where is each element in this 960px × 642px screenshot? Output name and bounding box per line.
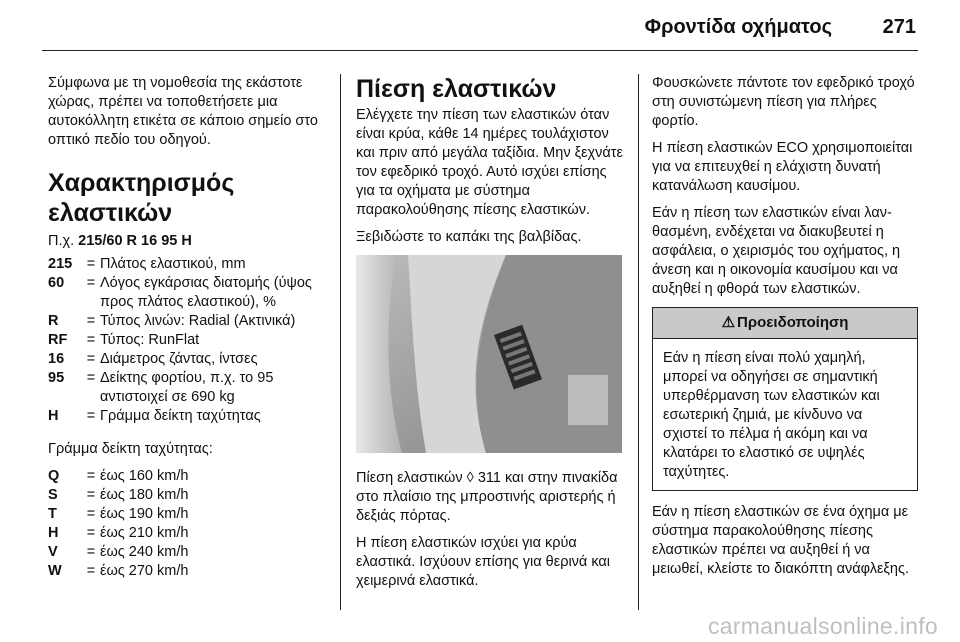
- speed-index-intro: Γράμμα δείκτη ταχύτητας:: [48, 441, 213, 457]
- speed-key: H: [48, 525, 59, 541]
- equals-sign: =: [86, 468, 96, 484]
- table-row: [48, 543, 330, 562]
- warning-box: [652, 307, 918, 491]
- warning-icon: ⚠: [721, 314, 736, 331]
- tyre-designation-heading: Χαρακτηρισμός ελαστικών: [48, 169, 235, 227]
- speed-value: έως 270 km/h: [100, 563, 189, 579]
- table-row: [48, 274, 330, 312]
- table-row: [48, 312, 330, 331]
- def-key: R: [48, 313, 59, 329]
- def-value: Πλάτος ελαστικού, mm: [100, 256, 246, 272]
- table-row: [48, 486, 330, 505]
- def-key: 16: [48, 351, 65, 367]
- table-row: [48, 350, 330, 369]
- pressure-paragraph: Ελέγχετε την πίεση των ελαστικών όταν είναι κρύα, κάθε 14 ημέρες τουλάχιστον και πριν από μεγάλα ταξίδια. Μην ξεχνάτε τον εφεδρικό τροχό. Αυτό ισχύει επίσης για τα οχήματα με σύστημα παρακολούθησης πίεσης ελαστικών.: [356, 107, 623, 218]
- warning-title: Προειδοποίηση: [737, 314, 849, 331]
- speed-value: έως 210 km/h: [100, 525, 189, 541]
- page-header: [0, 0, 960, 52]
- example-prefix: Π.χ.: [48, 233, 79, 249]
- column-middle: [356, 74, 624, 599]
- equals-sign: =: [86, 487, 96, 503]
- speed-key: T: [48, 506, 57, 522]
- column-divider: [638, 74, 639, 610]
- speed-value: έως 190 km/h: [100, 506, 189, 522]
- def-key: H: [48, 408, 59, 424]
- table-row: [48, 255, 330, 274]
- watermark: carmanualsonline.info: [707, 613, 938, 639]
- equals-sign: =: [86, 525, 96, 541]
- speed-key: S: [48, 487, 58, 503]
- door-frame-illustration: [356, 255, 622, 453]
- speed-value: έως 160 km/h: [100, 468, 189, 484]
- column-left: [48, 74, 330, 589]
- equals-sign: =: [86, 256, 96, 272]
- warning-text: Εάν η πίεση είναι πολύ χαμηλή, μπορεί να οδηγήσει σε σημαντική υπερθέρμανση των ελαστικών και εσωτερική ζημιά, με κίνδυνο να σχιστεί το πέλμα ή ακόμη και να κλατάρει το ελαστικό σε υψηλές ταχύτητες.: [663, 350, 880, 480]
- table-row: [48, 562, 330, 581]
- equals-sign: =: [86, 506, 96, 522]
- designation-table: [48, 255, 330, 426]
- equals-sign: =: [86, 313, 96, 329]
- equals-sign: =: [86, 544, 96, 560]
- warning-header: [653, 308, 917, 339]
- tyre-example: [48, 232, 330, 251]
- eco-pressure-paragraph: Η πίεση ελαστικών ECO χρησιμοποιείται για να επιτευχθεί η ελάχιστη δυνατή κατανάλωση καυσίμου.: [652, 140, 913, 194]
- table-row: [48, 407, 330, 426]
- def-value: Γράμμα δείκτη ταχύτητας: [100, 408, 261, 424]
- speed-value: έως 240 km/h: [100, 544, 189, 560]
- equals-sign: =: [86, 370, 96, 386]
- def-key: 95: [48, 370, 65, 386]
- table-row: [48, 505, 330, 524]
- tyre-pressure-heading: Πίεση ελαστικών: [356, 75, 557, 103]
- equals-sign: =: [86, 408, 96, 424]
- def-value: Λόγος εγκάρσιας διατομής (ύψος προς πλάτος ελαστικού), %: [100, 275, 312, 310]
- speed-key: W: [48, 563, 62, 579]
- speed-value: έως 180 km/h: [100, 487, 189, 503]
- table-row: [48, 467, 330, 486]
- def-value: Δείκτης φορτίου, π.χ. το 95 αντιστοιχεί σε 690 kg: [100, 370, 274, 405]
- equals-sign: =: [86, 332, 96, 348]
- def-value: Τύπος λινών: Radial (Ακτινικά): [100, 313, 296, 329]
- cold-tyres-paragraph: Η πίεση ελαστικών ισχύει για κρύα ελαστικά. Ισχύουν επίσης για θερινά και χειμερινά ελαστικά.: [356, 535, 611, 589]
- speed-key: V: [48, 544, 58, 560]
- speed-index-table: [48, 467, 330, 581]
- page-number: 271: [882, 16, 916, 38]
- photo-caption: Πίεση ελαστικών ◊ 311 και στην πινακίδα στο πλαίσιο της μπροστινής αριστερής ή δεξιάς πόρτας.: [356, 470, 618, 524]
- table-row: [48, 331, 330, 350]
- speed-key: Q: [48, 468, 60, 484]
- example-code: 215/60 R 16 95 H: [78, 233, 192, 249]
- def-value: Τύπος: RunFlat: [100, 332, 200, 348]
- column-right: [652, 74, 918, 587]
- def-key: 60: [48, 275, 65, 291]
- table-row: [48, 524, 330, 543]
- def-key: RF: [48, 332, 68, 348]
- monitoring-paragraph: Εάν η πίεση ελαστικών σε ένα όχημα με σύστημα παρακολούθησης πίεσης ελαστικών πρέπει να αυξηθεί ή να μειωθεί, κλείστε το διακόπτη ανάφλεξης.: [652, 504, 909, 577]
- door-frame-photo: [356, 255, 622, 453]
- incorrect-pressure-paragraph: Εάν η πίεση των ελαστικών είναι λανθασμένη, ενδέχεται να διακυβευτεί η ασφάλεια, ο χειρισμός του οχήματος, η άνεση και η οικονομία καυσίμου και να αυξηθεί η φθορά των ελαστικών.: [652, 205, 901, 297]
- equals-sign: =: [86, 563, 96, 579]
- column-divider: [340, 74, 341, 610]
- section-title: Φροντίδα οχήματος: [644, 16, 832, 38]
- spare-wheel-paragraph: Φουσκώνετε πάντοτε τον εφεδρικό τροχό στη συνιστώμενη πίεση για πλήρες φορτίο.: [652, 75, 915, 129]
- sticker-paragraph: Σύμφωνα με τη νομοθεσία της εκάστοτε χώρας, πρέπει να τοποθετήσετε μια αυτοκόλλητη ετικέτα σε κάποιο σημείο στο οπτικό πεδίο του οδηγού.: [48, 75, 318, 148]
- header-divider: [42, 50, 918, 51]
- table-row: [48, 369, 330, 407]
- def-value: Διάμετρος ζάντας, ίντσες: [100, 351, 258, 367]
- def-key: 215: [48, 256, 73, 272]
- equals-sign: =: [86, 351, 96, 367]
- valve-cap-paragraph: Ξεβιδώστε το καπάκι της βαλβίδας.: [356, 229, 582, 245]
- equals-sign: =: [86, 275, 96, 291]
